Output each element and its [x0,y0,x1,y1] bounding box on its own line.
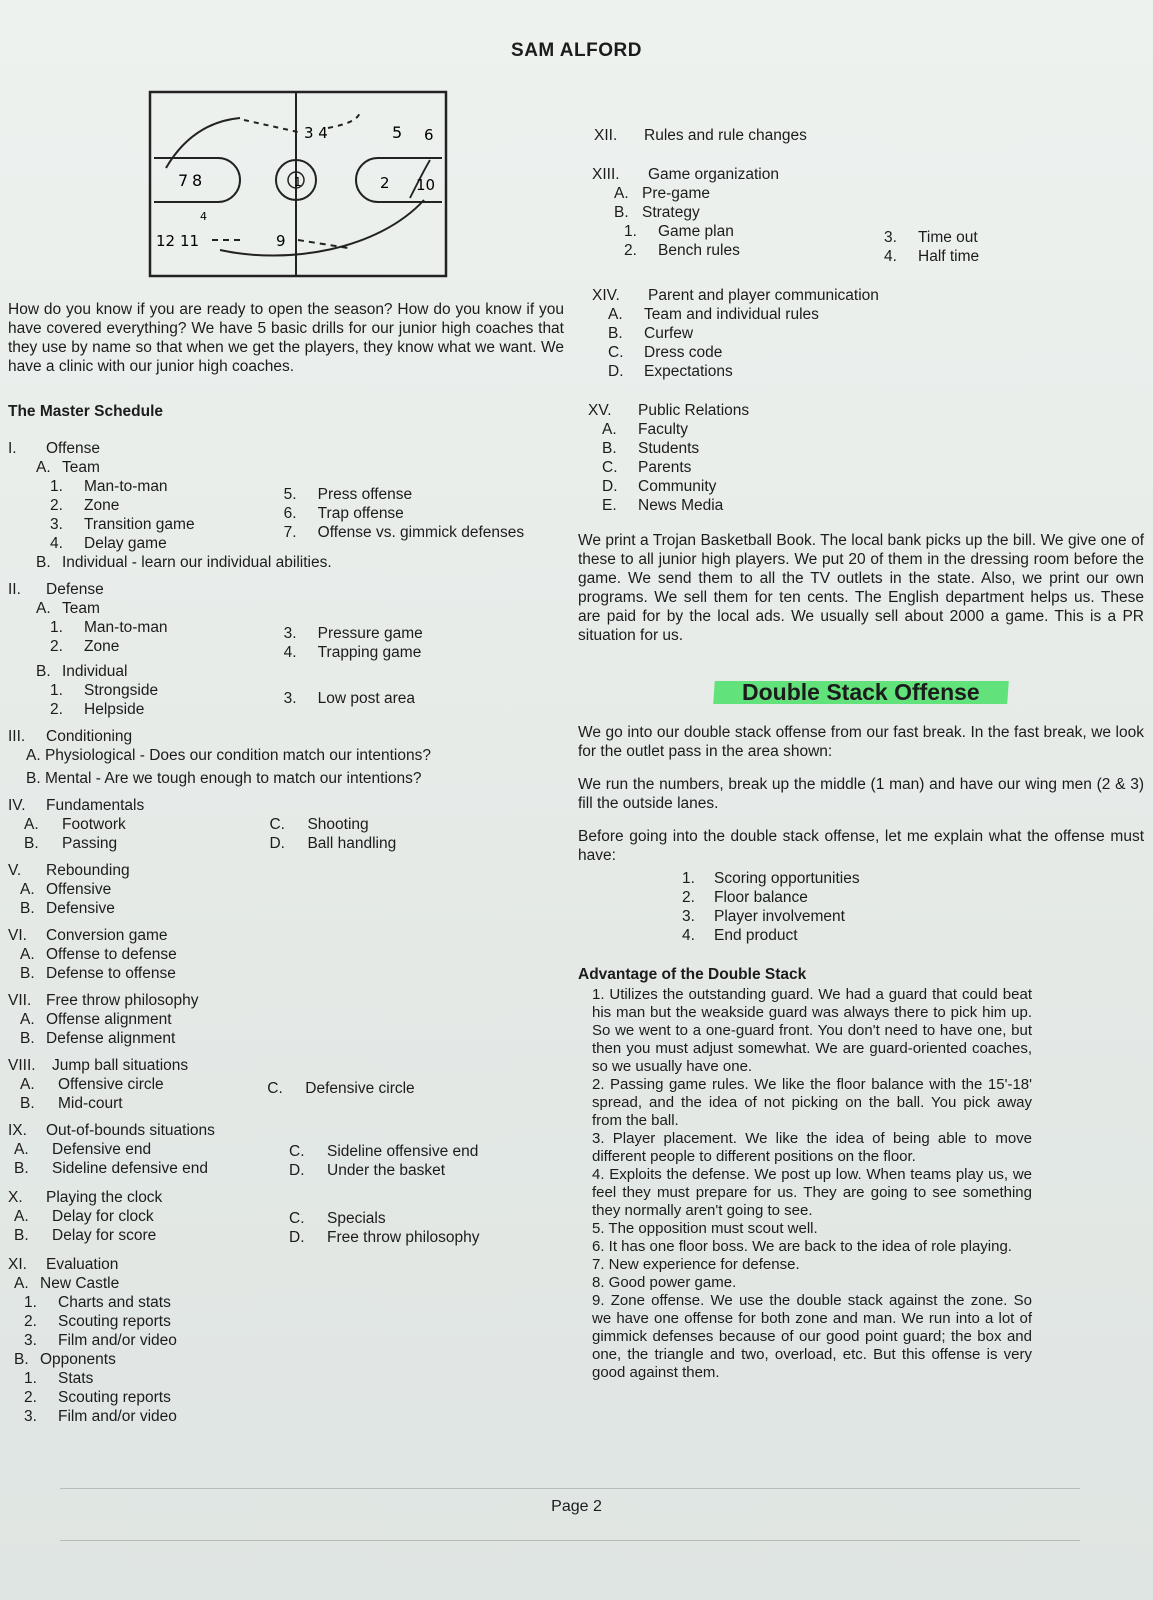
outline-heading: Parent and player communication [648,287,879,304]
outline-section-game-organization [578,165,1144,266]
advantages-list [578,986,1032,1382]
outline-num: C. [602,459,618,476]
double-stack-paragraph-3: Before going into the double stack offense, let me explain what the offense must have: [578,828,1144,864]
page-number: Page 2 [551,1498,602,1515]
outline-section-public-relations [578,401,1144,515]
outline-section-clock [8,1188,564,1247]
double-stack-paragraph-1: We go into our double stack offense from our fast break. In the fast break, we look for the outlet pass in the area shown: [578,724,1144,760]
outline-item: Charts and stats [58,1294,171,1311]
outline-item: Offense alignment [46,1011,172,1028]
outline-num: B. [20,900,35,917]
outline-item: Ball handling [307,835,397,852]
right-column [578,126,1144,1382]
outline-num: B. [20,1095,35,1112]
outline-section-rules [578,126,1144,145]
outline-num: B. [36,663,51,680]
outline-num: VIII. [8,1057,36,1074]
outline-item: Parents [638,459,692,476]
outline-num: A. [20,1076,35,1093]
outline-item: Dress code [644,344,723,361]
outline-num: 2. [24,1389,37,1406]
advantage-item: 9. Zone offense. We use the double stack against the zone. So we have one offense for both zone and man. We run into a lot of gimmick defenses because of our good point guard; the box and one, the triangle and two, overload, etc. But this offense is very good against them. [592,1292,1032,1381]
outline-num: 1. [624,223,637,240]
outline-section-fundamentals [8,796,564,853]
outline-num: 1. [24,1370,37,1387]
list-item: End product [714,927,798,944]
outline-num: A. [36,459,51,476]
outline-heading: Defense [46,581,104,598]
outline-item: Film and/or video [58,1332,177,1349]
list-item: Player involvement [714,908,845,925]
list-num: 3. [682,908,695,925]
outline-item: Mid-court [58,1095,123,1112]
offense-needs-list [578,869,1144,945]
outline-item: Delay game [84,535,167,552]
outline-item: New Castle [40,1275,120,1292]
diagram-label: 5 [392,123,403,142]
outline-num: VI. [8,927,27,944]
outline-heading: Public Relations [638,402,750,419]
diagram-label: 4 [200,210,207,223]
outline-item: Sideline offensive end [327,1143,479,1160]
outline-num: 3. [24,1408,37,1425]
advantage-item: 8. Good power game. [592,1274,737,1291]
diagram-label: 9 [276,232,286,250]
outline-item: Shooting [307,816,369,833]
outline-num: C. [608,344,624,361]
outline-num: V. [8,862,22,879]
outline-section-conversion [8,926,564,983]
outline-section-defense [8,580,564,719]
outline-item: Low post area [317,690,416,707]
advantage-item: 6. It has one floor boss. We are back to the idea of role playing. [592,1238,1012,1255]
outline-num: C. [289,1143,305,1160]
outline-item: Offense vs. gimmick defenses [317,524,525,541]
outline-item: Film and/or video [58,1408,177,1425]
outline-item: Defensive end [52,1141,152,1158]
outline-item: Delay for score [52,1227,157,1244]
outline-item: Transition game [84,516,195,533]
outline-num: 2. [624,242,637,259]
outline-num: A. [24,816,39,833]
outline-num: 5. [283,486,297,503]
outline-item: Scouting reports [58,1389,171,1406]
advantage-item: 2. Passing game rules. We like the floor balance with the 15'-18' spread, and the idea of not picking on the ball. You pick away from the ball. [592,1076,1032,1129]
outline-num: D. [289,1162,305,1179]
outline-item: Pressure game [317,625,423,642]
outline-section-offense [8,439,564,572]
outline-section-free-throw [8,991,564,1048]
outline-num: 4. [884,248,897,265]
outline-item: Bench rules [658,242,740,259]
outline-heading: Offense [46,440,101,457]
diagram-label: 11 [180,232,200,250]
outline-section-jump-ball [8,1056,564,1113]
outline-num: 6. [283,505,297,522]
page-header: SAM ALFORD [511,40,642,61]
outline-num: B. [14,1351,29,1368]
advantage-item: 1. Utilizes the outstanding guard. We had a guard that could beat his man but the weakside guard was always there to pick him up. So we went to a one-guard front. You don't need to have one, but then you must adjust somewhat. We are guard-oriented coaches, so we usually have one. [592,986,1032,1075]
outline-heading: Rules and rule changes [644,127,807,144]
outline-num: A. [14,1141,29,1158]
outline-num: B. [36,554,51,571]
outline-num: 3. [884,229,897,246]
trojan-book-paragraph: We print a Trojan Basketball Book. The local bank picks up the bill. We give one of these to all junior high players. We put 20 of them in the dressing room before the game. We send them to all the TV outlets in the state. Also, we print our own programs. We sell them for ten cents. The English department helps us. These are paid for by the local ads. We usually sell about 2000 a game. This is a PR situation for us. [578,532,1144,644]
outline-num: 3. [24,1332,37,1349]
outline-num: B. [602,440,617,457]
outline-num: B. [608,325,623,342]
outline-num: B. [14,1227,29,1244]
outline-num: C. [267,1080,283,1097]
outline-item: A. Physiological - Does our condition match our intentions? [26,747,431,764]
outline-item: B. Mental - Are we tough enough to match our intentions? [26,770,422,787]
outline-num: II. [8,581,21,598]
outline-section-evaluation [8,1255,564,1426]
outline-item: Defensive circle [305,1080,415,1097]
outline-num: 3. [50,516,63,533]
outline-num: A. [36,600,51,617]
diagram-label: 12 [156,232,176,250]
double-stack-heading [713,681,1008,704]
outline-num: 1. [50,682,63,699]
outline-num: D. [608,363,624,380]
outline-num: XIV. [592,287,620,304]
outline-num: A. [20,1011,35,1028]
outline-num: XV. [588,402,612,419]
diagram-label: 1 [294,175,302,189]
outline-heading: Evaluation [46,1256,119,1273]
list-item: Scoring opportunities [714,870,860,887]
outline-heading: Out-of-bounds situations [46,1122,215,1139]
outline-item: Offensive circle [58,1076,164,1093]
outline-num: D. [269,835,285,852]
outline-item: Man-to-man [84,478,168,495]
outline-item: Offensive [46,881,112,898]
outline-num: X. [8,1189,23,1206]
diagram-label: 8 [192,171,203,190]
outline-num: VII. [8,992,32,1009]
outline-num: 2. [24,1313,37,1330]
list-item: Floor balance [714,889,808,906]
outline-item: Zone [84,638,120,655]
outline-num: XII. [594,127,618,144]
outline-item: Offense to defense [46,946,177,963]
outline-item: Half time [918,248,980,265]
outline-item: Trapping game [317,644,422,661]
outline-num: III. [8,728,26,745]
double-stack-heading-wrap [578,681,1144,705]
outline-num: B. [20,965,35,982]
outline-item: Individual [62,663,128,680]
outline-item: Man-to-man [84,619,168,636]
diagram-label: 10 [416,176,436,194]
pass-path-top [244,112,360,132]
outline-num: 3. [283,625,297,642]
outline-item: Press offense [317,486,413,503]
outline-num: 2. [50,701,63,718]
outline-num: E. [602,497,617,514]
outline-num: IV. [8,797,26,814]
outline-section-out-of-bounds [8,1121,564,1180]
outline-num: IX. [8,1122,27,1139]
outline-num: 3. [283,690,297,707]
outline-item: Under the basket [327,1162,446,1179]
outline-num: B. [14,1160,29,1177]
outline-heading: Game organization [648,166,779,183]
outline-item: Free throw philosophy [327,1229,480,1246]
outline-num: 7. [283,524,297,541]
outline-item: Students [638,440,700,457]
outline-item: Expectations [644,363,733,380]
outline-section-conditioning [8,727,564,788]
outline-num: 4. [283,644,297,661]
outline-num: 4. [50,535,63,552]
outline-item: Team and individual rules [644,306,819,323]
outline-item: Specials [327,1210,386,1227]
outline-num: D. [289,1229,305,1246]
outline-num: D. [602,478,618,495]
outline-num: A. [602,421,617,438]
outline-item: Passing [62,835,118,852]
outline-num: A. [608,306,623,323]
list-num: 4. [682,927,695,944]
cut-curve-bottom [220,200,424,256]
outline-num: C. [269,816,285,833]
outline-num: C. [289,1210,305,1227]
advantage-item: 4. Exploits the defense. We post up low. When teams play us, we feel they must prepare for us. They are going to see something they normally aren't going to see. [592,1166,1032,1219]
outline-num: 2. [50,638,63,655]
diagram-label: 7 [178,171,189,190]
outline-num: A. [14,1275,29,1292]
outline-num: A. [20,881,35,898]
outline-heading: Rebounding [46,862,130,879]
outline-item: Time out [918,229,978,246]
outline-item: Opponents [40,1351,116,1368]
outline-section-rebounding [8,861,564,918]
outline-num: I. [8,440,17,457]
outline-num: A. [20,946,35,963]
advantage-item: 7. New experience for defense. [592,1256,800,1273]
footer-rule-top [60,1488,1080,1489]
outline-item: Game plan [658,223,734,240]
outline-item: Zone [84,497,120,514]
outline-item: News Media [638,497,724,514]
double-stack-paragraph-2: We run the numbers, break up the middle (1 man) and have our wing men (2 & 3) fill the outside lanes. [578,776,1144,812]
outline-item: Defense to offense [46,965,176,982]
outline-item: Trap offense [317,505,404,522]
outline-item: Stats [58,1370,94,1387]
outline-heading: Free throw philosophy [46,992,199,1009]
outline-heading: Conditioning [46,728,133,745]
diagram-label: 3 4 [304,124,328,142]
outline-num: A. [614,185,629,202]
diagram-label: 2 [380,174,390,192]
advantage-item: 3. Player placement. We like the idea of being able to move different people to different positions on the floor. [592,1130,1032,1165]
outline-num: B. [24,835,39,852]
outline-item: Defense alignment [46,1030,176,1047]
outline-item: Individual - learn our individual abilities. [62,554,332,571]
outline-num: 2. [50,497,63,514]
outline-item: Team [62,459,100,476]
outline-item: Delay for clock [52,1208,154,1225]
outline-section-communication [578,286,1144,381]
intro-paragraph: How do you know if you are ready to open the season? How do you know if you have covered everything? We have 5 basic drills for our junior high coaches that they use by name so that when we get the players, they know what we want. We have a clinic with our junior high coaches. [8,301,564,375]
outline-item: Footwork [62,816,126,833]
outline-item: Pre-game [642,185,711,202]
outline-item: Curfew [644,325,694,342]
outline-num: XIII. [592,166,620,183]
outline-heading: Fundamentals [46,797,145,814]
diagram-label: 6 [424,126,434,144]
advantage-title: Advantage of the Double Stack [578,966,807,983]
list-num: 2. [682,889,695,906]
outline-item: Strategy [642,204,700,221]
fast-break-court-diagram [148,90,450,282]
footer-rule-bottom [60,1540,1080,1541]
outline-num: A. [14,1208,29,1225]
outline-num: B. [614,204,629,221]
outline-item: Strongside [84,682,159,699]
outline-num: XI. [8,1256,27,1273]
outline-item: Sideline defensive end [52,1160,208,1177]
list-num: 1. [682,870,695,887]
outline-item: Community [638,478,717,495]
double-stack-title: Double Stack Offense [742,679,980,705]
outline-heading: Conversion game [46,927,168,944]
outline-num: 1. [50,478,63,495]
outline-item: Scouting reports [58,1313,171,1330]
outline-heading: Jump ball situations [52,1057,189,1074]
outline-item: Defensive [46,900,115,917]
outline-item: Helpside [84,701,145,718]
outline-num: B. [20,1030,35,1047]
advantage-item: 5. The opposition must scout well. [592,1220,818,1237]
master-schedule-title: The Master Schedule [8,403,164,420]
outline-num: 1. [50,619,63,636]
outline-num: 1. [24,1294,37,1311]
outline-item: Faculty [638,421,688,438]
outline-item: Team [62,600,100,617]
left-column [8,300,564,1434]
outline-heading: Playing the clock [46,1189,163,1206]
